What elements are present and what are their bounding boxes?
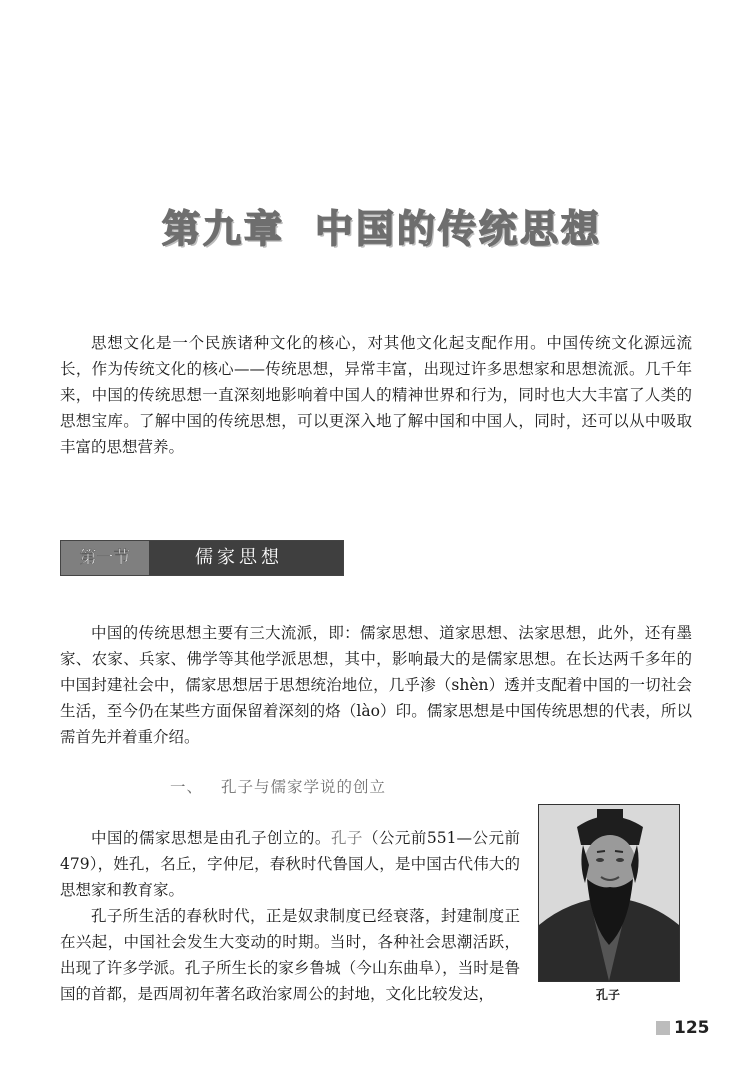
section-heading <box>60 540 344 576</box>
subsection-heading <box>170 775 386 797</box>
confucius-intro-paragraph <box>60 825 520 903</box>
confucius-portrait <box>538 804 680 982</box>
subsection-title: 孔子与儒家学说的创立 <box>221 778 387 796</box>
section-title: 儒家思想 <box>149 541 343 575</box>
subsection-number: 一、 <box>170 778 204 796</box>
intro-paragraph: 思想文化是一个民族诸种文化的核心，对其他文化起支配作用。中国传统文化源远流长，作为传统文化的核心——传统思想，异常丰富，出现过许多思想家和思想流派。几千年来，中国的传统思想一直深刻地影响着中国人的精神世界和行为，同时也大大丰富了人类的思想宝库。了解中国的传统思想，可以更深入地了解中国和中国人，同时，还可以从中吸取丰富的思想营养。 <box>60 334 692 456</box>
chapter-name: 中国的传统思想 <box>315 207 603 251</box>
chapter-number: 第九章 <box>162 207 286 251</box>
chapter-title <box>162 198 603 251</box>
folio-marker <box>656 1021 670 1035</box>
para2-before: 中国的儒家思想是由孔子创立的。 <box>91 829 331 847</box>
spring-autumn-paragraph: 孔子所生活的春秋时代，正是奴隶制度已经衰落，封建制度正在兴起，中国社会发生大变动的时期。当时，各种社会思潮活跃，出现了许多学派。孔子所生长的家乡鲁城（今山东曲阜），当时是鲁国的首都，是西周初年著名政治家周公的封地，文化比较发达， <box>60 907 520 1003</box>
page-number: 125 <box>674 1018 710 1038</box>
portrait-caption: 孔子 <box>595 988 620 1002</box>
section-number: 第一节 <box>61 541 149 575</box>
page-footer <box>656 1018 710 1038</box>
para2-after: （公元前551—公元前479），姓孔，名丘，字仲尼，春秋时代鲁国人，是中国古代伟大的思想家和教育家。 <box>60 829 520 899</box>
section-paragraph: 中国的传统思想主要有三大流派，即：儒家思想、道家思想、法家思想，此外，还有墨家、农家、兵家、佛学等其他学派思想，其中，影响最大的是儒家思想。在长达两千多年的中国封建社会中，儒家思想居于思想统治地位，几乎渗（shèn）透并支配着中国的一切社会生活，至今仍在某些方面保留着深刻的烙（lào）印。儒家思想是中国传统思想的代表，所以需首先并着重介绍。 <box>60 624 692 746</box>
confucius-term: 孔子 <box>330 829 363 847</box>
